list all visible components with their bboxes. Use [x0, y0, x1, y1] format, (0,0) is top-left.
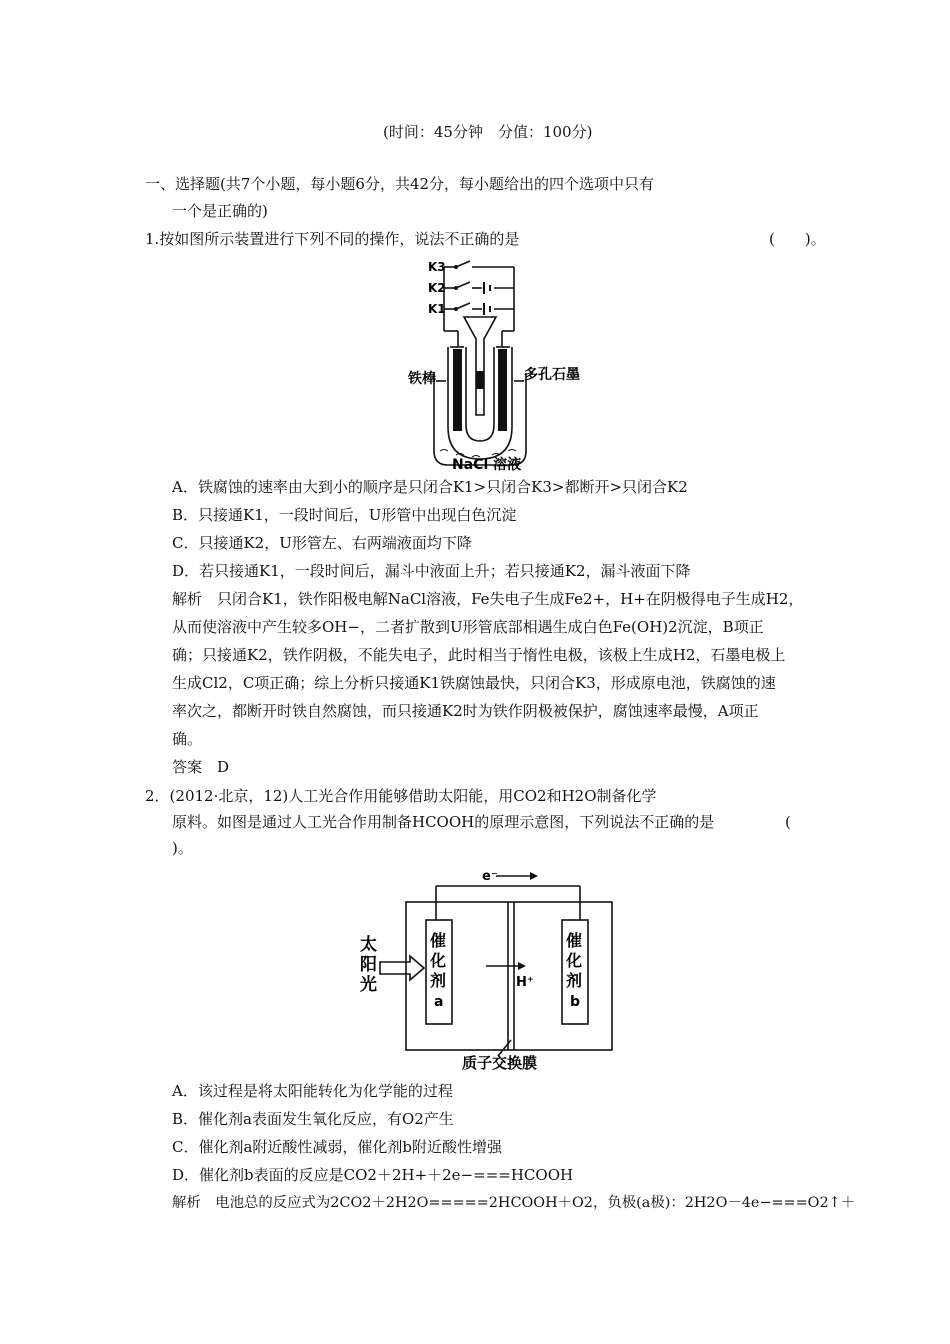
catalyst-a-char-1: 催	[430, 931, 447, 950]
question-2-blank-close: )。	[172, 839, 193, 857]
sunlight-char-2: 阳	[360, 955, 377, 975]
catalyst-b-char-1: 催	[566, 931, 583, 950]
k1-label: K1	[428, 302, 446, 316]
k2-label: K2	[428, 281, 446, 295]
question-1-blank: ( )。	[769, 230, 826, 248]
catalyst-a-char-3: 剂	[430, 971, 447, 990]
q1-analysis-line-4: 生成Cl2，C项正确；综上分析只接通K1铁腐蚀最快，只闭合K3，形成原电池，铁腐蚀的速	[172, 674, 776, 692]
q1-analysis-line-5: 率次之，都断开时铁自然腐蚀，而只接通K2时为铁作阴极被保护，腐蚀速率最慢，A项正	[172, 702, 759, 720]
q1-analysis-line-2: 从而使溶液中产生较多OH−，二者扩散到U形管底部相遇生成白色Fe(OH)2沉淀，B项正	[172, 618, 764, 636]
q1-option-b: B．只接通K1，一段时间后，U形管中出现白色沉淀	[172, 506, 517, 524]
catalyst-b-char-2: 化	[566, 951, 583, 970]
question-1-stem: 1.按如图所示装置进行下列不同的操作，说法不正确的是	[145, 230, 520, 248]
section-heading-cont: 一个是正确的)	[172, 202, 268, 220]
catalyst-a-char-2: 化	[430, 951, 447, 970]
q2-option-a: A．该过程是将太阳能转化为化学能的过程	[172, 1082, 453, 1100]
q1-option-a: A．铁腐蚀的速率由大到小的顺序是只闭合K1>只闭合K3>都断开>只闭合K2	[172, 478, 688, 496]
proton-label: H⁺	[516, 975, 534, 990]
sunlight-char-1: 太	[360, 935, 377, 955]
q1-answer: 答案 D	[172, 758, 230, 776]
q2-option-d: D．催化剂b表面的反应是CO2＋2H+＋2e−===HCOOH	[172, 1166, 574, 1184]
sunlight-char-3: 光	[360, 975, 377, 995]
q2-option-c: C．催化剂a附近酸性减弱，催化剂b附近酸性增强	[172, 1138, 503, 1156]
q1-option-c: C．只接通K2，U形管左、右两端液面均下降	[172, 534, 472, 552]
catalyst-b-char-3: 剂	[566, 971, 583, 990]
q1-option-d: D．若只接通K1，一段时间后，漏斗中液面上升；若只接通K2，漏斗液面下降	[172, 562, 691, 580]
section-heading: 一、选择题(共7个小题，每小题6分，共42分，每小题给出的四个选项中只有	[145, 175, 655, 193]
k3-label: K3	[428, 260, 446, 274]
q1-analysis-line-3: 确；只接通K2，铁作阴极，不能失电子，此时相当于惰性电极，该极上生成H2，石墨电极上	[172, 646, 786, 664]
membrane-label: 质子交换膜	[462, 1054, 538, 1072]
nacl-solution-label: NaCl 溶液	[452, 457, 522, 473]
question-2-stem-cont: 原料。如图是通过人工光合作用制备HCOOH的原理示意图，下列说法不正确的是	[172, 813, 715, 831]
catalyst-b-letter: b	[570, 994, 581, 1010]
catalyst-a-letter: a	[434, 994, 444, 1010]
q1-analysis-line-6: 确。	[172, 730, 203, 748]
header-time-score: (时间：45分钟 分值：100分)	[383, 123, 593, 141]
q2-option-b: B．催化剂a表面发生氧化反应，有O2产生	[172, 1110, 454, 1128]
iron-rod-label: 铁棒	[408, 371, 436, 387]
question-2-blank-open: (	[785, 813, 791, 831]
q2-analysis-line-1: 解析 电池总的反应式为2CO2＋2H2O=====2HCOOH＋O2，负极(a极)：2H2O－4e−===O2↑＋	[172, 1195, 856, 1211]
q1-analysis-line-1: 解析 只闭合K1，铁作阳极电解NaCl溶液，Fe失电子生成Fe2+，H+在阴极得电子生成H2，	[172, 590, 804, 608]
figure-photosynthesis-cell	[358, 862, 618, 1076]
electron-label: e⁻	[482, 869, 498, 884]
question-2-stem: 2．(2012·北京，12)人工光合作用能够借助太阳能，用CO2和H2O制备化学	[145, 787, 657, 805]
figure-u-tube-apparatus	[400, 255, 640, 473]
graphite-label: 多孔石墨	[524, 367, 580, 383]
